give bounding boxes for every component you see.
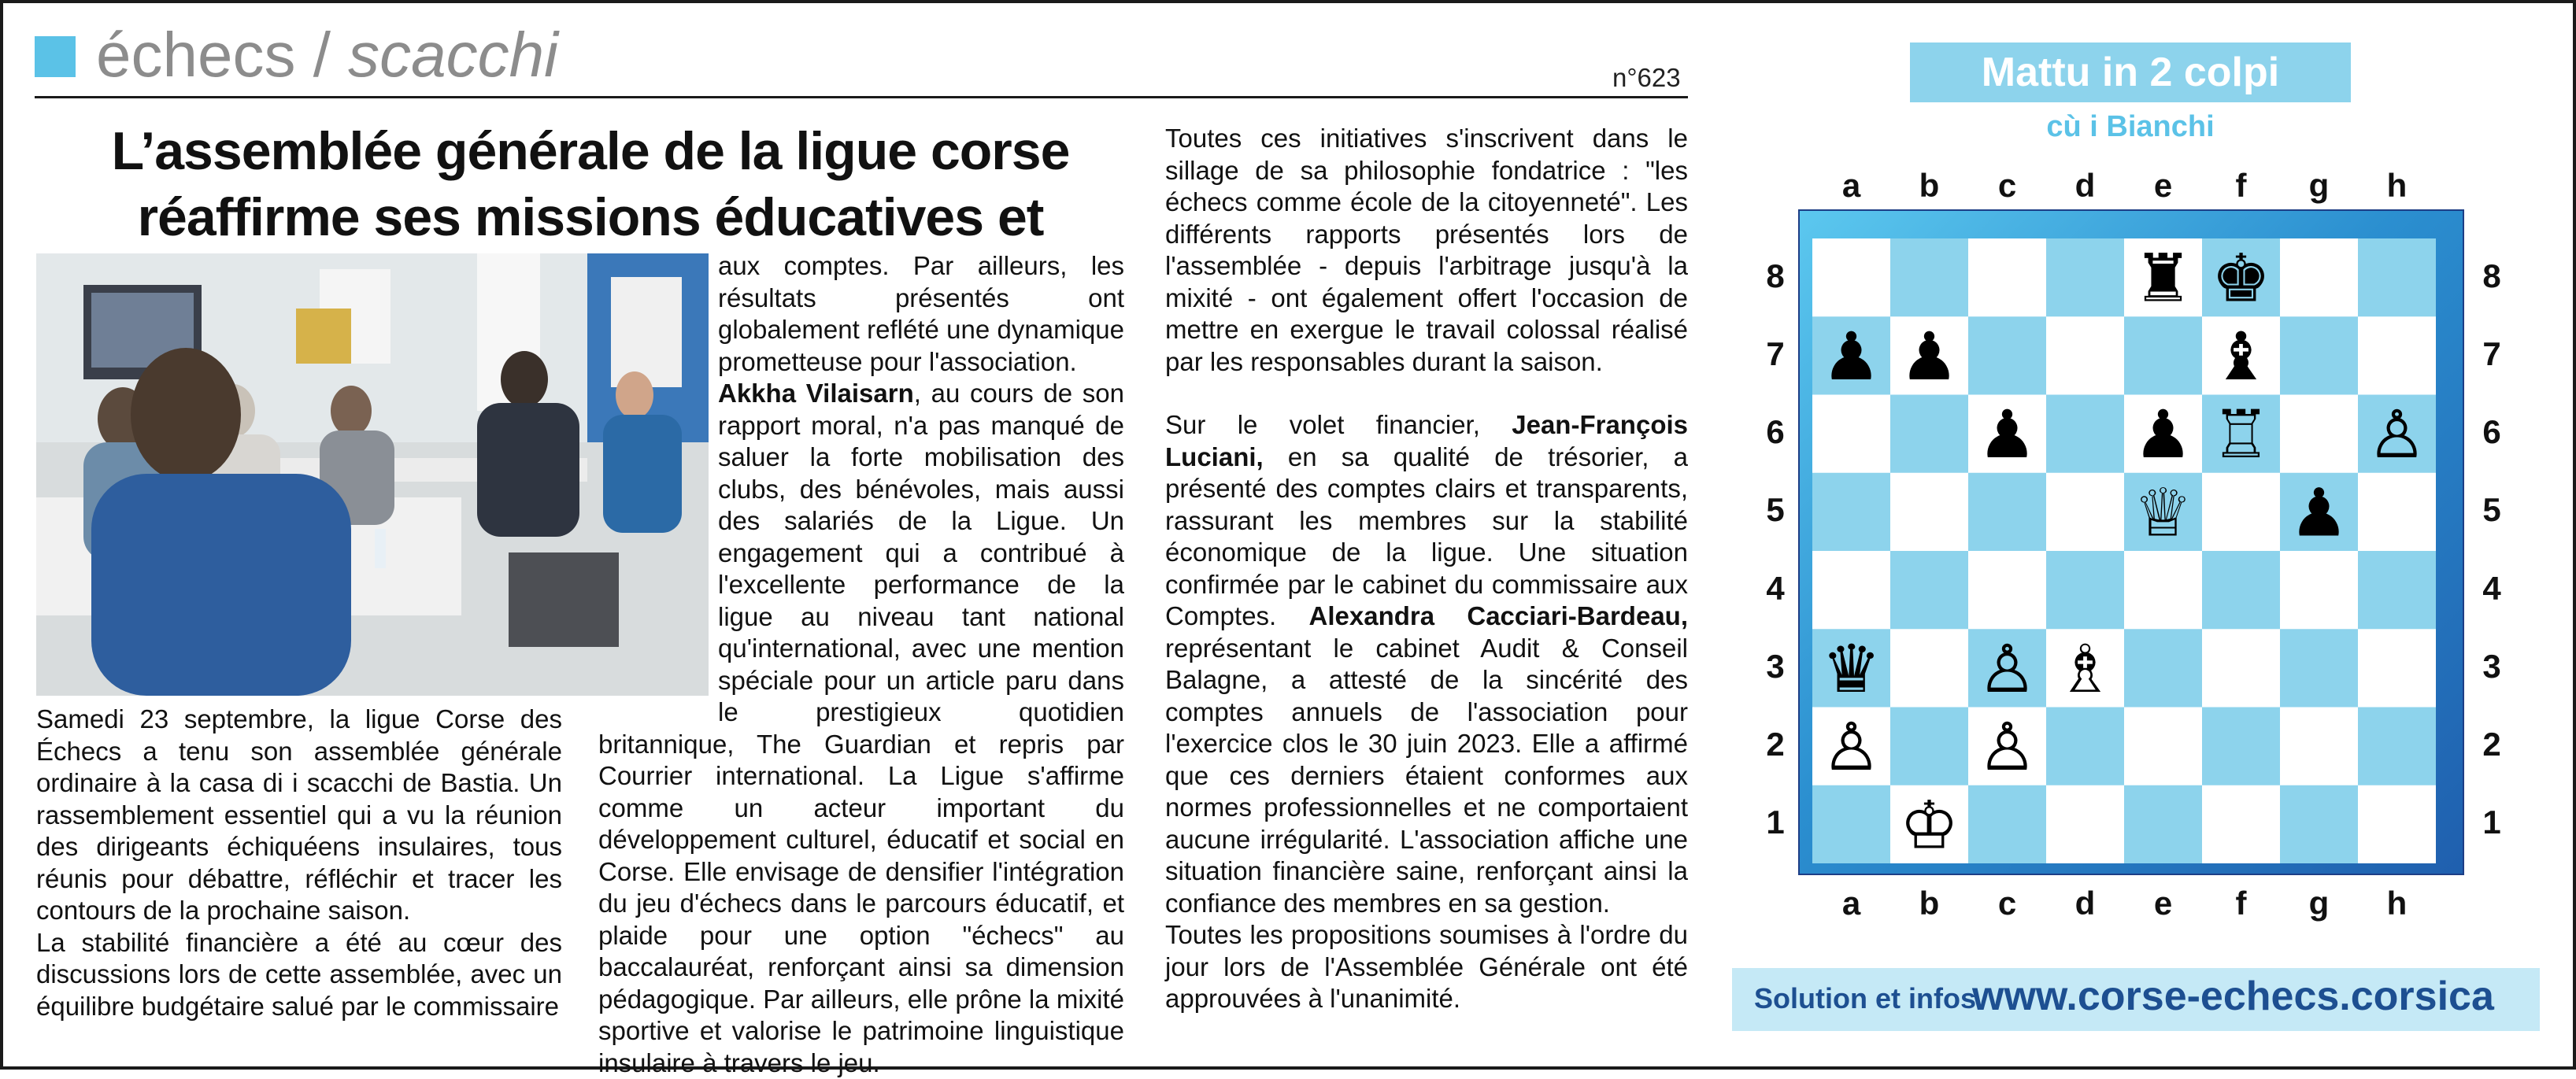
square-b4: [1890, 551, 1969, 630]
square-d2: [2046, 708, 2125, 786]
column-3-paragraph-2-a: Sur le volet financier,: [1165, 410, 1512, 439]
column-3-paragraph-3: Toutes les propositions soumises à l'ordre du jour lors de l'Assemblée Générale ont été approuvées à l'unanimité.: [1165, 920, 1688, 1013]
square-g3: [2280, 629, 2359, 708]
rank-label-4-left: 4: [1766, 569, 1785, 607]
square-b2: [1890, 708, 1969, 786]
photo-wrap-spacer: [598, 250, 718, 700]
white-king-b1-icon: ♔: [1899, 786, 1960, 863]
white-pawn-c3-icon: ♙: [1977, 630, 2037, 708]
black-pawn-e6-icon: ♟: [2133, 396, 2193, 474]
solution-url-link[interactable]: www.corse-echecs.corsica: [1972, 974, 2494, 1019]
rank-label-7-right: 7: [2482, 334, 2501, 372]
file-label-h-bottom: h: [2386, 885, 2408, 922]
black-king-f8-icon: ♚: [2211, 239, 2271, 317]
file-label-e-bottom: e: [2153, 885, 2173, 922]
file-label-e-top: e: [2153, 167, 2173, 204]
rank-label-5-right: 5: [2482, 491, 2501, 529]
rank-label-5-left: 5: [1766, 491, 1785, 529]
square-f3: [2202, 629, 2281, 708]
white-rook-f6-icon: ♖: [2211, 396, 2271, 474]
square-h7: [2358, 316, 2436, 395]
solution-label: Solution et infos: [1754, 982, 1976, 1014]
square-e1: [2124, 785, 2203, 863]
file-label-d-top: d: [2074, 167, 2096, 204]
white-pawn-c2-icon: ♙: [1977, 708, 2037, 786]
column-3-paragraph-2-b: en sa qualité de trésorier, a présenté des comptes clairs et transparents, rassurant les membres sur la stabilité économique de la ligue. Une situation confirmée par le cabinet du commissaire aux Comptes.: [1165, 442, 1688, 630]
rank-label-2-right: 2: [2482, 726, 2501, 763]
rank-label-8-left: 8: [1766, 257, 1785, 294]
file-label-f-bottom: f: [2235, 885, 2247, 922]
article-column-1: [36, 704, 562, 1022]
rank-label-1-left: 1: [1766, 804, 1785, 841]
square-c5: [1968, 473, 2047, 552]
square-a4: [1812, 551, 1891, 630]
square-d8: [2046, 238, 2125, 317]
file-label-a-bottom: a: [1841, 885, 1861, 922]
paragraph-gap: [1165, 378, 1688, 409]
square-g8: [2280, 238, 2359, 317]
square-d4: [2046, 551, 2125, 630]
file-label-b-top: b: [1919, 167, 1940, 204]
headline-line-1: L’assemblée générale de la ligue corse: [111, 121, 1070, 181]
black-pawn-c6-icon: ♟: [1977, 396, 2037, 474]
white-bishop-d3-icon: ♗: [2055, 630, 2115, 708]
square-e4: [2124, 551, 2203, 630]
white-pawn-a2-icon: ♙: [1821, 708, 1882, 786]
rank-label-2-left: 2: [1766, 726, 1785, 763]
column-1-paragraph-2: La stabilité financière a été au cœur des discussions lors de cette assemblée, avec un équilibre budgétaire salué par le commissaire: [36, 927, 562, 1021]
rank-label-8-right: 8: [2482, 257, 2501, 294]
rank-label-7-left: 7: [1766, 334, 1785, 372]
file-label-g-top: g: [2308, 167, 2330, 204]
file-label-a-top: a: [1841, 167, 1861, 204]
black-pawn-a7-icon: ♟: [1821, 317, 1882, 395]
square-b8: [1890, 238, 1969, 317]
section-title-separator: /: [295, 20, 349, 90]
file-label-d-bottom: d: [2074, 885, 2096, 922]
section-title: [96, 17, 558, 93]
square-a8: [1812, 238, 1891, 317]
puzzle-title: Mattu in 2 colpi: [1910, 42, 2351, 102]
square-f4: [2202, 551, 2281, 630]
rank-label-6-right: 6: [2482, 413, 2501, 451]
square-b3: [1890, 629, 1969, 708]
black-pawn-b7-icon: ♟: [1899, 317, 1960, 395]
square-f5: [2202, 473, 2281, 552]
square-g1: [2280, 785, 2359, 863]
white-queen-e5-icon: ♕: [2133, 474, 2193, 552]
square-b6: [1890, 395, 1969, 474]
square-a1: [1812, 785, 1891, 863]
square-c4: [1968, 551, 2047, 630]
square-a6: [1812, 395, 1891, 474]
file-label-c-bottom: c: [1997, 885, 2017, 922]
square-g6: [2280, 395, 2359, 474]
black-rook-e8-icon: ♜: [2133, 239, 2193, 317]
file-label-h-top: h: [2386, 167, 2408, 204]
square-d1: [2046, 785, 2125, 863]
square-d6: [2046, 395, 2125, 474]
rank-label-3-left: 3: [1766, 647, 1785, 685]
section-square-icon: [35, 36, 76, 77]
name-alexandra-cacciari-bardeau: Alexandra Cacciari-Bardeau,: [1308, 601, 1688, 630]
white-pawn-h6-icon: ♙: [2367, 396, 2427, 474]
chessboard: [1812, 238, 2436, 863]
square-h2: [2358, 708, 2436, 786]
column-1-paragraph-1: Samedi 23 septembre, la ligue Corse des Échecs a tenu son assemblée générale ordinaire à la casa di i scacchi de Bastia. Un rassemblement essentiel qui a vu la réunion des dirigeants échiquéens insulaires, tous réunis pour débattre, réfléchir et tracer les contours de la prochaine saison.: [36, 704, 562, 925]
black-pawn-g5-icon: ♟: [2289, 474, 2349, 552]
square-h8: [2358, 238, 2436, 317]
file-label-c-top: c: [1997, 167, 2017, 204]
article-column-2: [598, 250, 1124, 1079]
square-h1: [2358, 785, 2436, 863]
column-3-paragraph-1: Toutes ces initiatives s'inscrivent dans le sillage de sa philosophie fondatrice : "les échecs comme école de la citoyenneté". Les différents rapports présentés lors de l'assemblée - depuis l'arbitrage jusqu'à la mixité - ont également offert l'occasion de mettre en exergue le travail colossal réalisé par les responsables durant la saison.: [1165, 124, 1688, 376]
square-b5: [1890, 473, 1969, 552]
header-divider: [35, 96, 1688, 98]
square-e2: [2124, 708, 2203, 786]
square-h3: [2358, 629, 2436, 708]
square-c8: [1968, 238, 2047, 317]
file-label-g-bottom: g: [2308, 885, 2330, 922]
name-akkha-vilaisarn: Akkha Vilaisarn: [718, 379, 914, 408]
square-e7: [2124, 316, 2203, 395]
column-3-paragraph-2-c: représentant le cabinet Audit & Conseil Balagne, a attesté de la sincérité des comptes annuels de l'association pour l'exercice clos le 30 juin 2023. Elle a affirmé que ces derniers étaient conformes aux normes professionnelles et ne comportaient aucune irrégularité. L'association affiche une situation financière saine, renforçant ainsi la confiance des membres en sa gestion.: [1165, 633, 1688, 918]
square-e3: [2124, 629, 2203, 708]
square-d7: [2046, 316, 2125, 395]
file-label-b-bottom: b: [1919, 885, 1940, 922]
issue-number: n°623: [1612, 63, 1681, 92]
black-queen-a3-icon: ♛: [1821, 630, 1882, 708]
rank-label-6-left: 6: [1766, 413, 1785, 451]
headline-line-2: réaffirme ses missions éducatives et: [137, 187, 1044, 247]
black-bishop-f7-icon: ♝: [2211, 317, 2271, 395]
column-3-paragraph-2: [1165, 409, 1688, 919]
square-a5: [1812, 473, 1891, 552]
square-g4: [2280, 551, 2359, 630]
square-g7: [2280, 316, 2359, 395]
square-h4: [2358, 551, 2436, 630]
rank-label-4-right: 4: [2482, 569, 2501, 607]
square-f2: [2202, 708, 2281, 786]
square-g2: [2280, 708, 2359, 786]
rank-label-1-right: 1: [2482, 804, 2501, 841]
file-label-f-top: f: [2235, 167, 2247, 204]
puzzle-subtitle: cù i Bianchi: [2046, 110, 2215, 143]
column-2-paragraph-1: aux comptes. Par ailleurs, les résultats présentés ont globalement reflété une dynamique prometteuse pour l'association.: [718, 251, 1124, 376]
square-h5: [2358, 473, 2436, 552]
column-2-paragraph-2-text: , au cours de son rapport moral, n'a pas manqué de saluer la forte mobilisation des clubs, des bénévoles, mais aussi des salariés de la Ligue. Un engagement qui a contribué à l'excellente performance de la ligue au niveau tant national qu'international, avec une mention spéciale pour un article paru dans le prestigieux quotidien britannique, The Guardian et repris par Courrier international. La Ligue s'affirme comme un acteur important du développement culturel, éducatif et social en Corse. Elle envisage de densifier l'intégration du jeu d'échecs dans le parcours éducatif, et plaide pour une option "échecs" au baccalauréat, renforçant ainsi sa dimension pédagogique. Par ailleurs, elle prône la mixité sportive et valorise le patrimoine linguistique insulaire à travers le jeu.: [598, 379, 1125, 1077]
rank-label-3-right: 3: [2482, 647, 2501, 685]
name-jean-francois-luciani: Jean-François Luciani,: [1165, 410, 1688, 471]
square-f1: [2202, 785, 2281, 863]
section-title-fr: échecs: [96, 20, 296, 90]
square-d5: [2046, 473, 2125, 552]
section-title-co: scacchi: [348, 20, 558, 90]
square-c7: [1968, 316, 2047, 395]
article-column-3: [1165, 123, 1688, 1015]
square-c1: [1968, 785, 2047, 863]
